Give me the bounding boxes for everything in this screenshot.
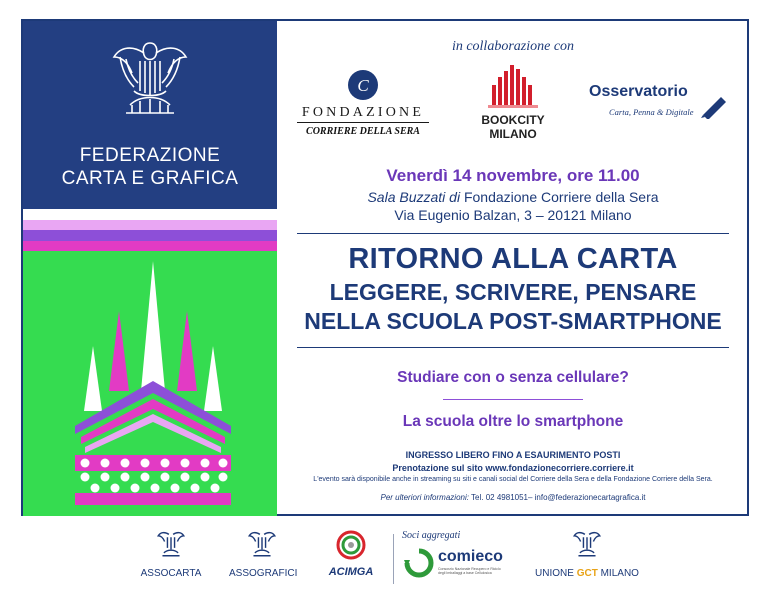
cathedral-icon bbox=[23, 251, 277, 516]
bookcity-line1: BOOKCITY bbox=[481, 113, 545, 127]
event-date: Venerdì 14 novembre, ore 11.00 bbox=[386, 166, 640, 185]
unione-gct-logo bbox=[533, 528, 641, 588]
fondazione-emblem-icon bbox=[347, 69, 379, 101]
unione-c: MILANO bbox=[597, 568, 639, 579]
contact-label: Per ulteriori informazioni: bbox=[380, 493, 469, 502]
fondazione-word: FONDAZIONE bbox=[301, 105, 425, 120]
assocarta-logo bbox=[140, 528, 202, 588]
topic-question-1: Studiare con o senza cellulare? bbox=[397, 369, 629, 386]
bookcity-line2: MILANO bbox=[489, 127, 537, 141]
left-panel bbox=[23, 21, 277, 514]
acimga-swirl-icon bbox=[336, 530, 366, 560]
title-line1: RITORNO ALLA CARTA bbox=[348, 243, 678, 275]
divider-bottom bbox=[297, 347, 729, 348]
eagle-icon bbox=[156, 528, 186, 560]
federation-line1: FEDERAZIONE bbox=[79, 145, 221, 166]
unione-name bbox=[533, 568, 641, 579]
venue-rest: Fondazione Corriere della Sera bbox=[460, 189, 659, 205]
title-line2: LEGGERE, SCRIVERE, PENSARE bbox=[329, 279, 697, 305]
comieco-name: comieco bbox=[438, 548, 503, 565]
title-line3: NELLA SCUOLA POST-SMARTPHONE bbox=[304, 308, 722, 334]
acimga-name: ACIMGA bbox=[328, 566, 374, 578]
eagle-icon bbox=[110, 35, 190, 125]
contact-value[interactable]: Tel. 02 4981051– info@federazionecartagrafica.it bbox=[468, 493, 646, 502]
green-panel bbox=[23, 251, 277, 516]
booking-info[interactable]: Prenotazione sul sito www.fondazionecorriere.corriere.it bbox=[392, 463, 634, 473]
entry-info: INGRESSO LIBERO FINO A ESAURIMENTO POSTI bbox=[405, 450, 621, 460]
federation-line2: CARTA E GRAFICA bbox=[61, 168, 239, 189]
fondazione-logo bbox=[293, 66, 433, 141]
federation-block bbox=[23, 21, 277, 209]
pen-icon bbox=[699, 93, 729, 119]
poster bbox=[21, 19, 749, 516]
eagle-icon bbox=[247, 528, 277, 560]
bookcity-logo bbox=[473, 63, 553, 143]
unione-b: GCT bbox=[576, 568, 598, 579]
streaming-info: L'evento sarà disponibile anche in streaming su siti e canali social del Corriere della Sera e della Fondazione Corriere della Sera. bbox=[313, 476, 713, 483]
soci-label: Soci aggregati bbox=[402, 530, 461, 541]
topic-divider bbox=[443, 399, 583, 400]
svg-text:C: C bbox=[357, 76, 369, 95]
topic-question-2: La scuola oltre lo smartphone bbox=[402, 413, 624, 430]
right-panel bbox=[277, 21, 749, 514]
contact-info bbox=[277, 493, 749, 502]
recycle-icon bbox=[404, 548, 434, 578]
event-venue bbox=[277, 189, 749, 205]
event-address: Via Eugenio Balzan, 3 – 20121 Milano bbox=[394, 207, 632, 223]
fondazione-sub: CORRIERE DELLA SERA bbox=[306, 126, 420, 137]
bookcity-skyline-icon bbox=[488, 63, 538, 109]
assografici-name: ASSOGRAFICI bbox=[229, 568, 298, 579]
unione-a: UNIONE bbox=[535, 568, 577, 579]
osservatorio-sub: Carta, Penna & Digitale bbox=[609, 107, 694, 117]
divider-top bbox=[297, 233, 729, 234]
venue-italic: Sala Buzzati di bbox=[367, 189, 461, 205]
eagle-icon bbox=[572, 528, 602, 560]
comieco-sub: Consorzio Nazionale Recupero e Riciclo degli Imballaggi a base Cellulosica bbox=[438, 567, 501, 575]
comieco-logo bbox=[404, 546, 508, 582]
footer-separator bbox=[393, 534, 394, 584]
assografici-logo bbox=[229, 528, 298, 588]
acimga-logo bbox=[322, 528, 380, 588]
osservatorio-title: Osservatorio bbox=[589, 83, 688, 100]
collab-label: in collaborazione con bbox=[451, 39, 575, 54]
osservatorio-logo bbox=[589, 83, 739, 133]
assocarta-name: ASSOCARTA bbox=[140, 568, 202, 579]
